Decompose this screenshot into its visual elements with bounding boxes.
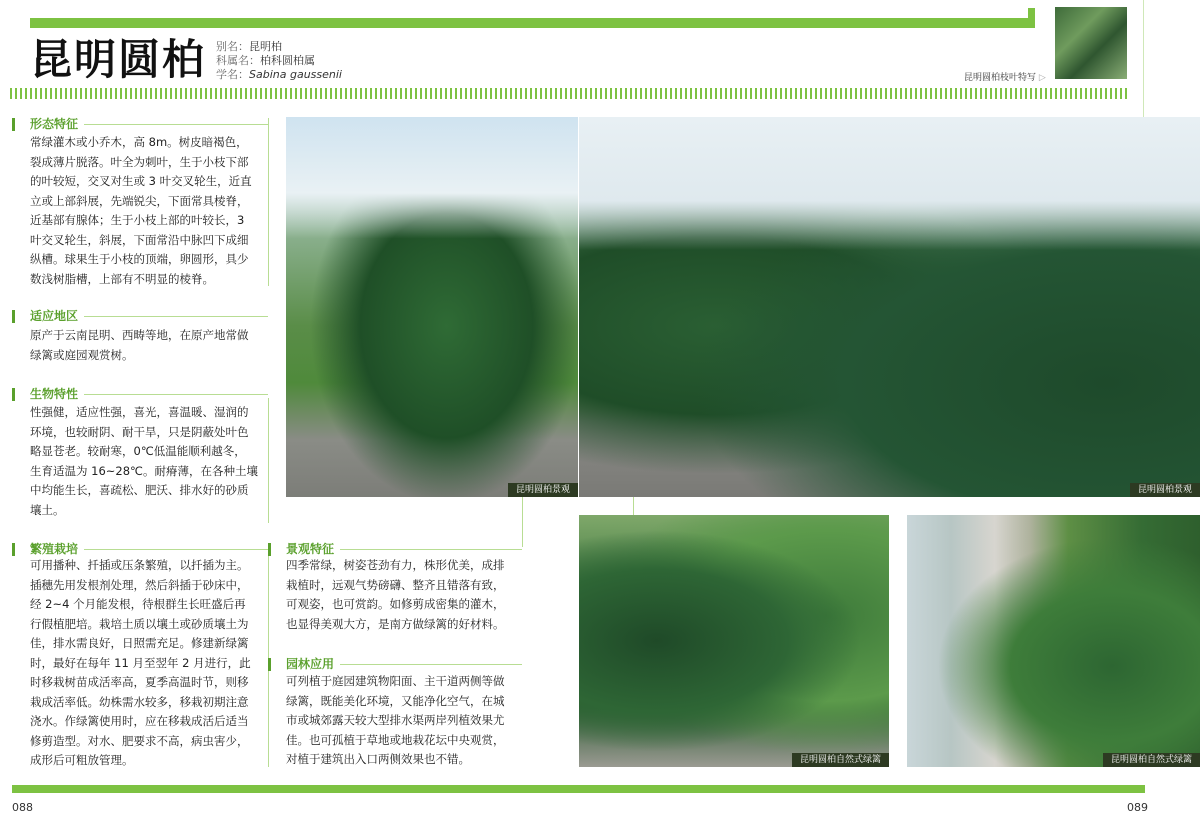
section-body-biology: 性强健，适应性强，喜光，喜温暖、湿润的 环境，也较耐阴、耐干旱，只是阴蔽处叶色 略显苍老。较耐寒，0℃低温能顺利越冬， 生育适温为 16~28℃。耐瘠薄，在各种土壤 中均能生长，喜疏松、肥沃、排水好的砂质 壤土。	[30, 405, 258, 517]
family-line	[216, 54, 315, 68]
section-body-region: 原产于云南昆明、西畴等地，在原产地常做 绿篱或庭园观赏树。	[30, 328, 249, 362]
family-value: 柏科圆柏属	[260, 54, 315, 67]
section-marker	[12, 310, 15, 323]
section-title-biology: 生物特性	[30, 387, 79, 401]
top-accent-bar	[30, 18, 1030, 28]
section-rule	[84, 394, 268, 395]
section-title-landscape: 景观特征	[286, 542, 335, 556]
photo-caption: 昆明圆柏景观	[1130, 483, 1200, 497]
page-number-right: 089	[1127, 801, 1148, 814]
column-rule	[522, 497, 523, 547]
section-rule	[340, 549, 522, 550]
hedge-photo-2	[907, 515, 1200, 767]
alias-label: 别名：	[216, 40, 249, 53]
section-body-morphology: 常绿灌木或小乔木，高 8m。树皮暗褐色， 裂成薄片脱落。叶全为刺叶，生于小枝下部 的叶较短，交叉对生或 3 叶交叉轮生，近直 立或上部斜展，先端锐尖，下面常具棱脊， 近基部有腺体；生于小枝上部的叶较长，3 叶交叉轮生，斜展，下面常沿中脉凹下成细 纵槽。球果生于小枝的顶端，卵圆形，具少 数浅树脂槽，上部有不明显的棱脊。	[30, 135, 252, 286]
family-label: 科属名：	[216, 54, 260, 67]
scientific-value: Sabina gaussenii	[249, 68, 342, 81]
header-right-rule	[1143, 0, 1144, 118]
section-rule	[84, 124, 268, 125]
section-rule	[84, 316, 268, 317]
section-body-propagation: 可用播种、扦插或压条繁殖，以扦插为主。 插穗先用发根剂处理，然后斜插于砂床中， 经 2~4 个月能发根，待根群生长旺盛后再 行假植肥培。栽培土质以壤土或砂质壤土为 佳，排水需良好，日照需充足。修建新绿篱 时，最好在每年 11 月至翌年 2 月进行，此 时移栽树苗成活率高，夏季高温时节，则移 栽成活率低。幼株需水较多，移栽初期注意 浇水。作绿篱使用时，应在移栽成活后适当 修剪造型。对水、肥要求不高，病虫害少， 成形后可粗放管理。	[30, 558, 251, 767]
section-rule	[84, 549, 268, 550]
section-title-region: 适应地区	[30, 309, 79, 323]
thumb-caption	[964, 70, 1046, 83]
photo-caption: 昆明圆柏自然式绿篱	[1103, 753, 1200, 767]
section-marker	[12, 388, 15, 401]
triangle-arrow-icon: ▷	[1038, 73, 1046, 83]
section-marker	[268, 658, 271, 671]
section-marker	[268, 543, 271, 556]
section-marker	[12, 543, 15, 556]
column-rule	[633, 497, 634, 515]
hedge-photo-1	[579, 515, 889, 767]
tick-strip-divider	[10, 88, 1128, 99]
section-title-garden-use: 园林应用	[286, 657, 335, 671]
scientific-label: 学名：	[216, 68, 249, 81]
alias-value: 昆明柏	[249, 40, 282, 53]
section-rule	[340, 664, 522, 665]
section-marker	[12, 118, 15, 131]
photo-caption: 昆明圆柏自然式绿篱	[792, 753, 889, 767]
page-number-left: 088	[12, 801, 33, 814]
section-title-morphology: 形态特征	[30, 117, 79, 131]
section-body-garden-use: 可列植于庭园建筑物阳面、主干道两侧等做 绿篱，既能美化环境，又能净化空气，在城 市或城郊露天较大型排水渠两岸列植效果尤 佳。也可孤植于草地或地栽花坛中央观赏， 对植于建筑出入口两侧效果也不错。	[286, 674, 505, 766]
branch-closeup-photo	[1055, 7, 1127, 79]
alias-line	[216, 40, 282, 54]
landscape-photo-2	[579, 117, 1200, 497]
scientific-name-line	[216, 68, 342, 82]
section-body-landscape: 四季常绿，树姿苍劲有力，株形优美，成排 栽植时，远观气势磅礴、整齐且错落有致， 可观姿，也可赏韵。如修剪成密集的灌木， 也显得美观大方，是南方做绿篱的好材料。	[286, 558, 505, 631]
photo-caption: 昆明圆柏景观	[508, 483, 578, 497]
column-rule	[268, 398, 269, 523]
page-title: 昆明圆柏	[30, 35, 207, 84]
section-title-propagation: 繁殖栽培	[30, 542, 79, 556]
top-accent-bar-end	[1028, 8, 1035, 28]
landscape-photo-1	[286, 117, 578, 497]
bottom-accent-bar	[12, 785, 1145, 793]
column-rule	[268, 118, 269, 286]
thumb-caption-text: 昆明圆柏枝叶特写	[964, 73, 1037, 83]
